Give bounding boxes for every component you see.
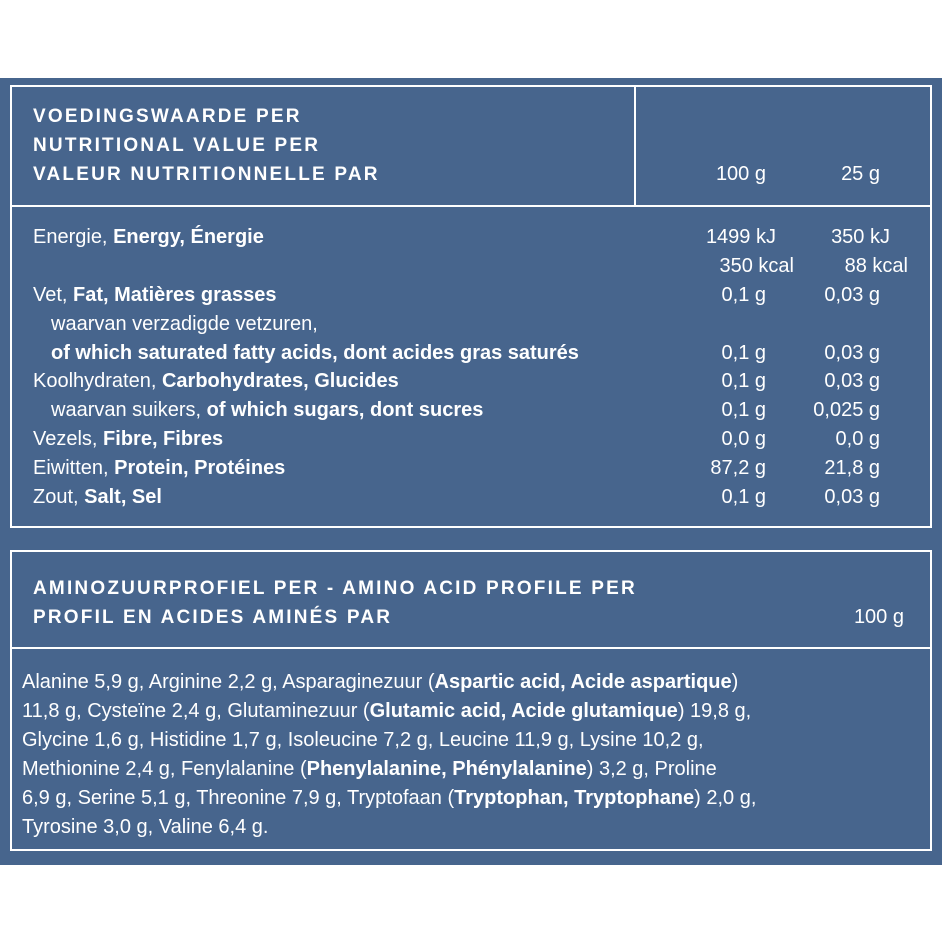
- nutrition-header-line3: VALEUR NUTRITIONNELLE PAR: [33, 164, 380, 185]
- row-energy-kcal-100g: 350 kcal: [719, 255, 794, 277]
- column-header-25g: 25 g: [841, 163, 880, 185]
- row-sugars-100g: 0,1 g: [721, 399, 766, 421]
- header-column-divider: [634, 87, 636, 205]
- row-salt-label: Zout, Salt, Sel: [33, 486, 162, 508]
- row-saturated-100g: 0,1 g: [721, 342, 766, 364]
- row-sugars-label: waarvan suikers, of which sugars, dont sucres: [51, 399, 484, 421]
- row-fat-label: Vet, Fat, Matières grasses: [33, 284, 277, 306]
- row-energy-kj-25g: 350 kJ: [831, 226, 890, 248]
- amino-header-line1: AMINOZUURPROFIEL PER - AMINO ACID PROFILE PER: [33, 578, 637, 599]
- amino-segment-bold: Tryptophan, Tryptophane: [454, 787, 695, 809]
- amino-acid-list: [22, 668, 902, 842]
- amino-segment: ) 2,0 g, Tyrosine 3,0 g, Valine 6,4 g.: [22, 787, 757, 838]
- row-carbs-100g: 0,1 g: [721, 370, 766, 392]
- row-sugars-25g: 0,025 g: [813, 399, 880, 421]
- row-fat-25g: 0,03 g: [824, 284, 880, 306]
- nutrition-header-line1: VOEDINGSWAARDE PER: [33, 106, 302, 127]
- row-fibre-25g: 0,0 g: [835, 428, 880, 450]
- row-fibre-label: Vezels, Fibre, Fibres: [33, 428, 224, 450]
- row-fat-100g: 0,1 g: [721, 284, 766, 306]
- row-fibre-100g: 0,0 g: [721, 428, 766, 450]
- row-energy-kj-100g: 1499 kJ: [705, 226, 776, 248]
- column-header-100g: 100 g: [715, 163, 766, 185]
- amino-header-divider: [12, 647, 930, 649]
- amino-segment-bold: Aspartic acid, Acide aspartique: [434, 671, 732, 693]
- amino-segment: Alanine 5,9 g, Arginine 2,2 g, Asparaginezuur (: [22, 671, 435, 693]
- row-protein-label: Eiwitten, Protein, Protéines: [33, 457, 286, 479]
- amino-segment-bold: Glutamic acid, Acide glutamique: [369, 700, 678, 722]
- row-saturated-label-line1: waarvan verzadigde vetzuren,: [51, 313, 318, 335]
- row-protein-25g: 21,8 g: [824, 457, 880, 479]
- row-salt-100g: 0,1 g: [721, 486, 766, 508]
- row-carbs-label: Koolhydraten, Carbohydrates, Glucides: [33, 370, 399, 392]
- nutrition-header-line2: NUTRITIONAL VALUE PER: [33, 135, 321, 156]
- row-energy-label: Energie, Energy, Énergie: [33, 226, 264, 248]
- amino-column-header-100g: 100 g: [853, 606, 904, 628]
- row-carbs-25g: 0,03 g: [824, 370, 880, 392]
- amino-segment: ) 19,8 g, Glycine 1,6 g, Histidine 1,7 g, Isoleucine 7,2 g, Leucine 11,9 g, Lysine 10,2 g, Methionine 2,4 g, Fenylalanine (: [22, 700, 752, 780]
- amino-segment: ) 11,8 g, Cysteïne 2,4 g, Glutaminezuur (: [22, 671, 739, 722]
- row-protein-100g: 87,2 g: [710, 457, 766, 479]
- row-saturated-25g: 0,03 g: [824, 342, 880, 364]
- amino-segment: ) 3,2 g, Proline 6,9 g, Serine 5,1 g, Threonine 7,9 g, Tryptofaan (: [22, 758, 717, 809]
- row-energy-kcal-25g: 88 kcal: [844, 255, 908, 277]
- row-saturated-label-line2: of which saturated fatty acids, dont acides gras saturés: [51, 342, 579, 364]
- amino-header-line2: PROFIL EN ACIDES AMINÉS PAR: [33, 607, 393, 628]
- header-divider: [12, 205, 930, 207]
- row-salt-25g: 0,03 g: [824, 486, 880, 508]
- amino-segment-bold: Phenylalanine, Phénylalanine: [306, 758, 587, 780]
